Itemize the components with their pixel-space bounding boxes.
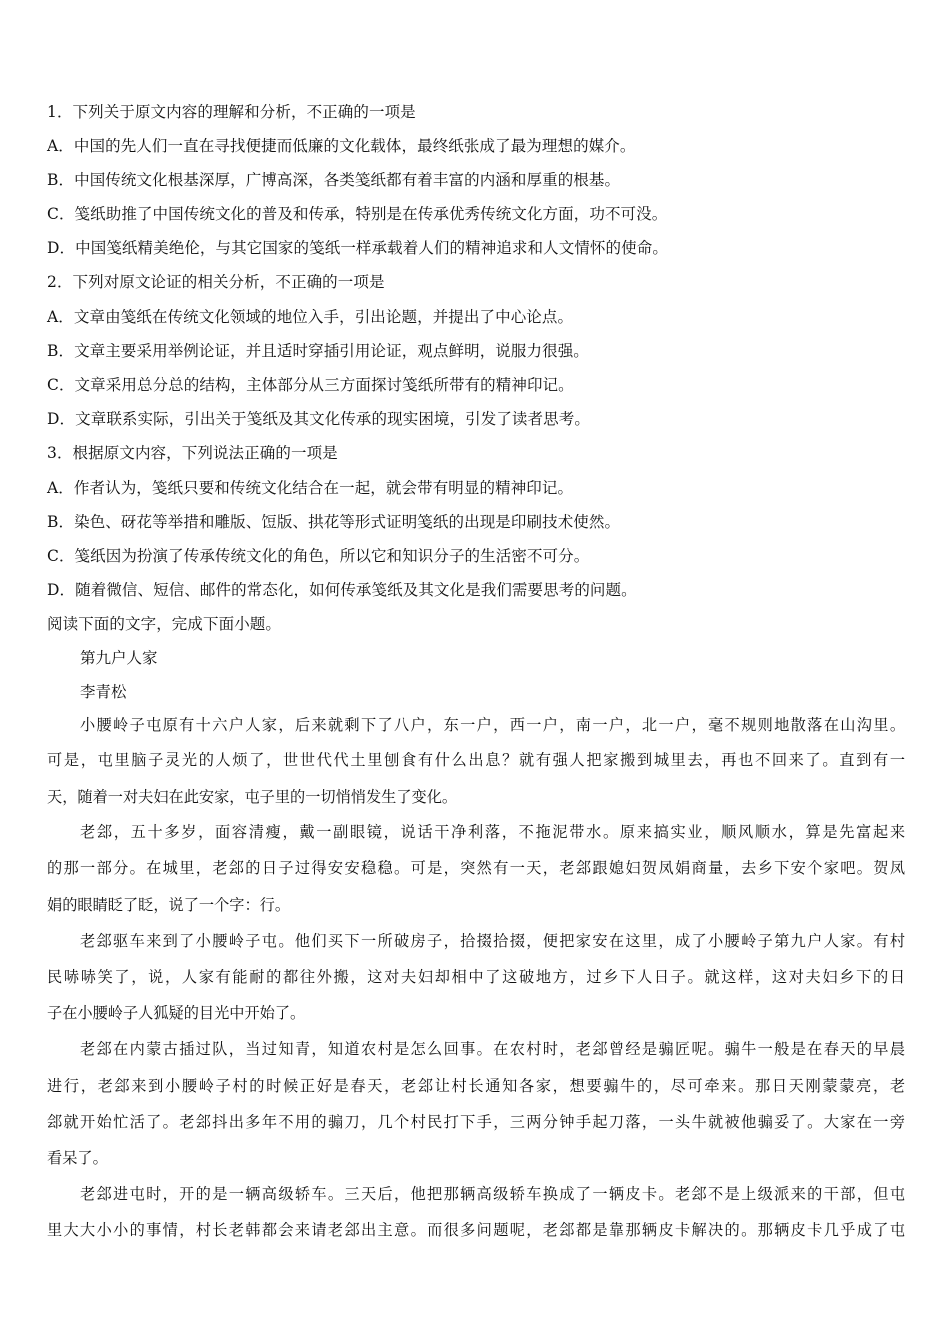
question-2-option-b: B．文章主要采用举例论证，并且适时穿插引用论证，观点鲜明，说服力很强。 xyxy=(47,342,589,360)
story-line: 里大大小小的事情，村长老韩都会来请老郐出主意。而很多问题呢，老郐都是靠那辆皮卡解决的。那辆皮卡几乎成了屯 xyxy=(47,1221,905,1239)
question-1-option-a: A．中国的先人们一直在寻找便捷而低廉的文化载体，最终纸张成了最为理想的媒介。 xyxy=(47,137,636,155)
question-1-option-d: D．中国笺纸精美绝伦，与其它国家的笺纸一样承载着人们的精神追求和人文情怀的使命。 xyxy=(47,239,668,257)
story-line: 小腰岭子屯原有十六户人家，后来就剩下了八户，东一户，西一户，南一户，北一户，毫不规则地散落在山沟里。 xyxy=(80,716,905,734)
question-1-option-b: B．中国传统文化根基深厚，广博高深，各类笺纸都有着丰富的内涵和厚重的根基。 xyxy=(47,171,621,189)
question-2-option-d: D．文章联系实际，引出关于笺纸及其文化传承的现实困境，引发了读者思考。 xyxy=(47,410,590,428)
story-line: 老郐，五十多岁，面容清瘦，戴一副眼镜，说话干净利落，不拖泥带水。原来搞实业，顺风顺水，算是先富起来 xyxy=(80,823,905,841)
story-line: 看呆了。 xyxy=(47,1149,108,1167)
story-line: 天，随着一对夫妇在此安家，屯子里的一切悄悄发生了变化。 xyxy=(47,788,458,806)
story-line: 老郐在内蒙古插过队，当过知青，知道农村是怎么回事。在农村时，老郐曾经是骟匠呢。骟牛一般是在春天的早晨 xyxy=(80,1040,905,1058)
story-line: 郐就开始忙活了。老郐抖出多年不用的骟刀，几个村民打下手，三两分钟手起刀落，一头牛就被他骟妥了。大家在一旁 xyxy=(47,1113,905,1131)
question-3-option-c: C．笺纸因为扮演了传承传统文化的角色，所以它和知识分子的生活密不可分。 xyxy=(47,547,590,565)
question-2-option-a: A．文章由笺纸在传统文化领域的地位入手，引出论题，并提出了中心论点。 xyxy=(47,308,574,326)
story-line: 的那一部分。在城里，老郐的日子过得安安稳稳。可是，突然有一天，老郐跟媳妇贺凤娟商量，去乡下安个家吧。贺凤 xyxy=(47,859,905,877)
story-line: 进行，老郐来到小腰岭子村的时候正好是春天，老郐让村长通知各家，想要骟牛的，尽可牵来。那日天刚蒙蒙亮，老 xyxy=(47,1077,905,1095)
question-2-option-c: C．文章采用总分总的结构，主体部分从三方面探讨笺纸所带有的精神印记。 xyxy=(47,376,574,394)
question-1-stem: 1．下列关于原文内容的理解和分析，不正确的一项是 xyxy=(47,103,416,121)
reading-instruction: 阅读下面的文字，完成下面小题。 xyxy=(47,615,282,633)
question-3-option-b: B．染色、砑花等举措和雕版、饾版、拱花等形式证明笺纸的出现是印刷技术使然。 xyxy=(47,513,621,531)
story-title: 第九户人家 xyxy=(80,649,158,667)
question-1-option-c: C．笺纸助推了中国传统文化的普及和传承，特别是在传承优秀传统文化方面，功不可没。 xyxy=(47,205,668,223)
question-3-stem: 3．根据原文内容，下列说法正确的一项是 xyxy=(47,444,338,462)
question-3-option-a: A．作者认为，笺纸只要和传统文化结合在一起，就会带有明显的精神印记。 xyxy=(47,479,574,497)
story-line: 民哧哧笑了，说，人家有能耐的都往外搬，这对夫妇却相中了这破地方，过乡下人日子。就这样，这对夫妇乡下的日 xyxy=(47,968,905,986)
story-line: 子在小腰岭子人狐疑的目光中开始了。 xyxy=(47,1004,306,1022)
story-line: 娟的眼睛眨了眨，说了一个字：行。 xyxy=(47,896,290,914)
question-3-option-d: D．随着微信、短信、邮件的常态化，如何传承笺纸及其文化是我们需要思考的问题。 xyxy=(47,581,637,599)
story-line: 老郐驱车来到了小腰岭子屯。他们买下一所破房子，拾掇拾掇，便把家安在这里，成了小腰岭子第九户人家。有村 xyxy=(80,932,905,950)
story-line: 可是，屯里脑子灵光的人烦了，世世代代土里刨食有什么出息？就有强人把家搬到城里去，再也不回来了。直到有一 xyxy=(47,751,905,769)
question-2-stem: 2．下列对原文论证的相关分析，不正确的一项是 xyxy=(47,273,385,291)
story-line: 老郐进屯时，开的是一辆高级轿车。三天后，他把那辆高级轿车换成了一辆皮卡。老郐不是上级派来的干部，但屯 xyxy=(80,1185,905,1203)
story-author: 李青松 xyxy=(80,683,127,701)
